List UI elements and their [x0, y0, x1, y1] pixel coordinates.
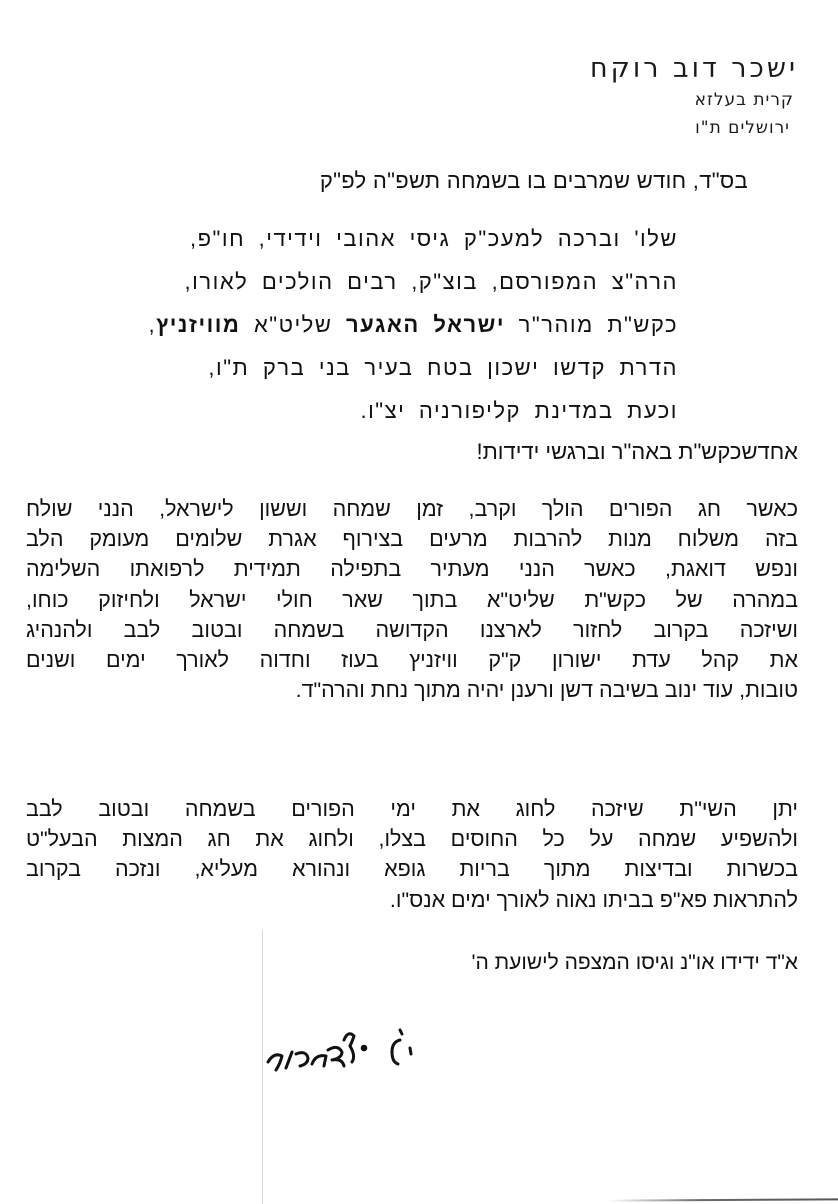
- paragraph-line: ושיזכה בקרוב לחזור לארצנו הקדושה בשמחה ובטוב לבב ולהנהיג: [26, 617, 798, 642]
- dateline: בס"ד, חודש שמרבים בו בשמחה תשפ"ה לפ"ק: [319, 168, 748, 193]
- address-honorific: שליט"א: [240, 312, 346, 337]
- paragraph-line: בזה משלוח מנות להרבות מרעים בצירוף אגרת שלומים מעומק הלב: [26, 527, 798, 552]
- address-line-2: הרה"צ המפורסם, בוצ"ק, רבים הולכים לאורו,: [184, 269, 678, 294]
- paragraph-line: במהרה של כקש"ת שליט"א בתוך שאר חולי ישראל ולחיזוק כוחו,: [26, 587, 798, 612]
- paragraph-line: יתן השי"ת שיזכה לחוג את ימי הפורים בשמחה ובטוב לבב: [26, 797, 798, 821]
- address-line-4: הדרת קדשו ישכון בטח בעיר בני ברק ת"ו,: [208, 355, 678, 380]
- paragraph-line: ולהשפיע שמחה על כל החוסים בצלו, ולחוג את חג המצות הבעל"ט: [26, 827, 798, 852]
- body-paragraph-2: [26, 794, 798, 915]
- address-title: כקש"ת מוהר"ר: [505, 312, 678, 337]
- paragraph-line: בכשרות ובדיצות מתוך בריות גופא ונהורא מעליא, ונזכה בקרוב: [26, 857, 798, 882]
- letterhead-neighborhood: קרית בעלזא: [694, 90, 794, 110]
- paragraph-line: להתראות פא"פ בביתו נאוה לאורך ימים אנס"ו.: [389, 887, 798, 912]
- greeting: אחדשכקש"ת באה"ר וברגשי ידידות!: [476, 439, 798, 464]
- paragraph-line: את קהל עדת ישורון ק"ק וויזניץ בעוז וחדוה לאורך ימים ושנים: [26, 648, 798, 673]
- letterhead-city: ירושלים ת"ו: [695, 118, 790, 138]
- paragraph-line: ונפש דואגת, כאשר הנני מעתיר בתפילה תמידית לרפואתו השלימה: [26, 557, 798, 582]
- letterhead-name: ישכר דוב רוקח: [590, 53, 798, 84]
- address-line-1: שלו' וברכה למעכ"ק גיסי אהובי וידידי, חו"פ,: [190, 226, 678, 251]
- closing-line: א"ד ידידו או"נ וגיסו המצפה לישועת ה': [471, 951, 798, 974]
- paragraph-line: טובות, עוד ינוב בשיבה דשן ורענן יהיה מתוך נחת והרה"ד.: [295, 678, 798, 703]
- paragraph-line: כאשר חג הפורים הולך וקרב, זמן שמחה וששון לישראל, הנני שולח: [26, 497, 798, 521]
- handwritten-signature-icon: [262, 1018, 512, 1078]
- address-comma: ,: [148, 312, 157, 337]
- letterhead: [590, 52, 798, 142]
- address-line-5: וכעת במדינת קליפורניה יצ"ו.: [360, 398, 678, 423]
- recipient-name: ישראל האגער: [345, 312, 506, 337]
- scan-edge-shadow: [608, 1198, 838, 1201]
- recipient-dynasty: מוויזניץ: [156, 312, 241, 337]
- body-paragraph-1: [26, 494, 798, 705]
- address-line-3: [149, 310, 678, 340]
